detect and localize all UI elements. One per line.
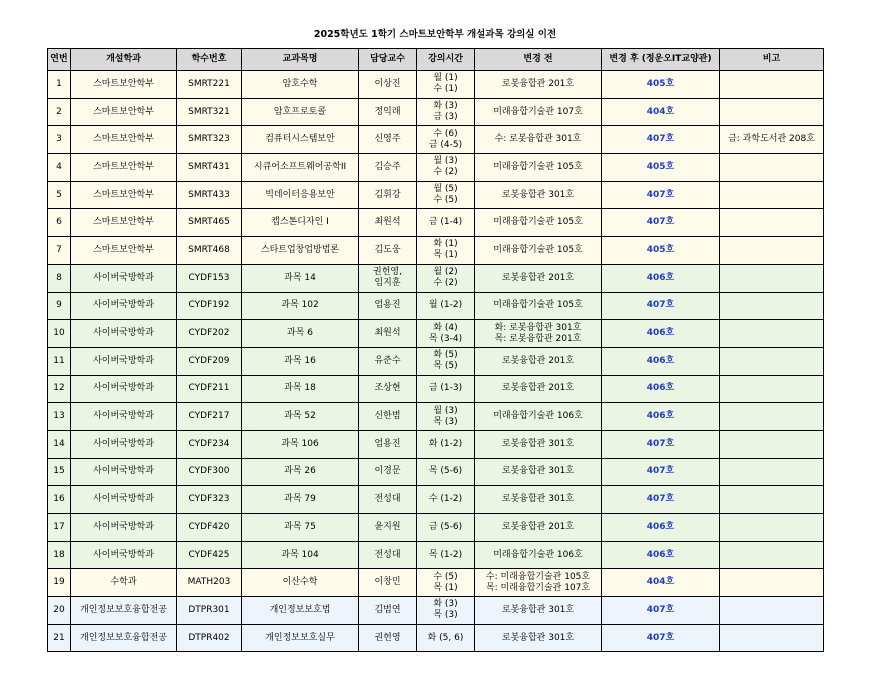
cell-before (475, 514, 602, 542)
cell-dept: 수학과 (71, 569, 177, 597)
cell-note (720, 624, 824, 652)
cell-before (475, 624, 602, 652)
cell-time (417, 154, 475, 182)
cell-course: 스타트업창업방법론 (242, 237, 359, 265)
table-row (48, 320, 824, 348)
cell-professor: 김범연 (359, 597, 417, 625)
cell-professor: 김휘강 (359, 181, 417, 209)
cell-professor: 전성대 (359, 541, 417, 569)
cell-professor: 이경문 (359, 458, 417, 486)
cell-note (720, 347, 824, 375)
cell-after: 404호 (602, 98, 720, 126)
cell-note (720, 181, 824, 209)
cell-time (417, 126, 475, 154)
cell-time (417, 458, 475, 486)
header-time: 강의시간 (417, 49, 475, 71)
cell-professor: 이창민 (359, 569, 417, 597)
cell-time-line: 수 (1-2) (428, 494, 463, 505)
cell-time-line: 월 (3) (433, 156, 458, 167)
cell-course: 과목 102 (242, 292, 359, 320)
cell-no: 17 (48, 514, 71, 542)
cell-time (417, 624, 475, 652)
cell-code: CYDF234 (177, 430, 242, 458)
cell-time-line: 화 (3) (433, 599, 458, 610)
cell-professor-line: 임지훈 (374, 278, 401, 289)
table-row (48, 237, 824, 265)
cell-before-line: 로봇융합관 301호 (501, 466, 575, 477)
cell-course: 캡스톤디자인 I (242, 209, 359, 237)
cell-dept: 사이버국방학과 (71, 292, 177, 320)
header-code: 학수번호 (177, 49, 242, 71)
cell-time-line: 목 (5) (433, 361, 458, 372)
cell-before-line: 미래융합기술관 105호 (493, 244, 583, 255)
cell-code: SMRT431 (177, 154, 242, 182)
cell-before (475, 292, 602, 320)
cell-time-line: 수 (2) (433, 278, 458, 289)
cell-time (417, 541, 475, 569)
cell-before-line: 로봇융합관 301호 (501, 189, 575, 200)
cell-course: 과목 52 (242, 403, 359, 431)
table-row (48, 486, 824, 514)
cell-after: 407호 (602, 624, 720, 652)
cell-code: SMRT321 (177, 98, 242, 126)
cell-before (475, 264, 602, 292)
cell-dept: 스마트보안학부 (71, 181, 177, 209)
cell-code: CYDF300 (177, 458, 242, 486)
cell-dept: 사이버국방학과 (71, 486, 177, 514)
cell-professor: 신영주 (359, 126, 417, 154)
cell-time-line: 금 (4-5) (428, 139, 463, 150)
cell-time (417, 403, 475, 431)
cell-time-line: 월 (3) (433, 405, 458, 416)
cell-after: 407호 (602, 181, 720, 209)
cell-no: 4 (48, 154, 71, 182)
cell-note (720, 375, 824, 403)
cell-after: 405호 (602, 237, 720, 265)
table-row (48, 375, 824, 403)
cell-code: SMRT221 (177, 71, 242, 99)
cell-course: 컴퓨터시스템보안 (242, 126, 359, 154)
cell-before-line: 미래융합기술관 107호 (493, 106, 583, 117)
cell-time (417, 375, 475, 403)
cell-professor: 권헌영 (359, 624, 417, 652)
cell-dept: 스마트보안학부 (71, 154, 177, 182)
cell-code: MATH203 (177, 569, 242, 597)
cell-time (417, 569, 475, 597)
cell-before (475, 320, 602, 348)
cell-note (720, 264, 824, 292)
cell-note (720, 569, 824, 597)
cell-professor: 최원석 (359, 209, 417, 237)
cell-before-line: 로봇융합관 301호 (501, 632, 575, 643)
table-row (48, 569, 824, 597)
cell-note (720, 514, 824, 542)
table-row (48, 430, 824, 458)
cell-course: 개인정보보호실무 (242, 624, 359, 652)
cell-after: 407호 (602, 486, 720, 514)
cell-no: 13 (48, 403, 71, 431)
cell-time-line: 화 (1-2) (428, 438, 463, 449)
header-no: 연번 (48, 49, 71, 71)
cell-note (720, 403, 824, 431)
cell-before-line: 로봇융합관 301호 (501, 494, 575, 505)
header-before: 변경 전 (475, 49, 602, 71)
cell-no: 19 (48, 569, 71, 597)
cell-before (475, 597, 602, 625)
cell-after: 406호 (602, 320, 720, 348)
cell-no: 18 (48, 541, 71, 569)
cell-before (475, 569, 602, 597)
cell-course: 개인정보보호법 (242, 597, 359, 625)
cell-no: 15 (48, 458, 71, 486)
header-after: 변경 후 (정운오IT교양관) (602, 49, 720, 71)
cell-code: SMRT433 (177, 181, 242, 209)
cell-no: 21 (48, 624, 71, 652)
cell-course: 시큐어소프트웨어공학II (242, 154, 359, 182)
cell-before (475, 237, 602, 265)
cell-course: 과목 75 (242, 514, 359, 542)
cell-before-line: 로봇융합관 201호 (501, 355, 575, 366)
cell-time-line: 금 (5-6) (428, 521, 463, 532)
cell-code: DTPR301 (177, 597, 242, 625)
table-row (48, 514, 824, 542)
cell-note (720, 541, 824, 569)
cell-course: 과목 6 (242, 320, 359, 348)
cell-dept: 사이버국방학과 (71, 458, 177, 486)
cell-before-line: 로봇융합관 201호 (501, 521, 575, 532)
cell-time-line: 목 (1) (433, 582, 458, 593)
cell-before-line: 수: 미래융합기술관 105호 (485, 571, 591, 582)
cell-time-line: 월 (5) (433, 184, 458, 195)
cell-dept: 스마트보안학부 (71, 126, 177, 154)
cell-no: 16 (48, 486, 71, 514)
cell-after: 407호 (602, 430, 720, 458)
cell-before-line: 목: 로봇융합관 201호 (494, 333, 582, 344)
cell-time (417, 264, 475, 292)
cell-before-line: 미래융합기술관 106호 (493, 411, 583, 422)
cell-no: 3 (48, 126, 71, 154)
cell-dept: 사이버국방학과 (71, 320, 177, 348)
cell-before-line: 로봇융합관 201호 (501, 78, 575, 89)
table-header-row (48, 49, 824, 71)
cell-professor: 전성대 (359, 486, 417, 514)
cell-dept: 스마트보안학부 (71, 71, 177, 99)
cell-time-line: 금 (3) (433, 112, 458, 123)
cell-dept: 사이버국방학과 (71, 347, 177, 375)
cell-note (720, 430, 824, 458)
cell-before-line: 로봇융합관 301호 (501, 438, 575, 449)
cell-code: SMRT465 (177, 209, 242, 237)
table-row (48, 71, 824, 99)
cell-time-line: 목 (3) (433, 610, 458, 621)
cell-note (720, 292, 824, 320)
cell-professor: 유준수 (359, 347, 417, 375)
cell-code: CYDF420 (177, 514, 242, 542)
cell-before (475, 126, 602, 154)
cell-before (475, 486, 602, 514)
cell-dept: 사이버국방학과 (71, 375, 177, 403)
cell-time-line: 금 (1-3) (428, 383, 463, 394)
cell-before (475, 347, 602, 375)
cell-no: 7 (48, 237, 71, 265)
cell-after: 407호 (602, 292, 720, 320)
cell-time (417, 292, 475, 320)
cell-code: CYDF217 (177, 403, 242, 431)
table-row (48, 126, 824, 154)
cell-time-line: 수 (2) (433, 167, 458, 178)
cell-time (417, 514, 475, 542)
cell-dept: 스마트보안학부 (71, 237, 177, 265)
cell-professor (359, 264, 417, 292)
cell-time-line: 수 (5) (433, 571, 458, 582)
cell-course: 과목 104 (242, 541, 359, 569)
cell-after: 404호 (602, 569, 720, 597)
cell-dept: 사이버국방학과 (71, 403, 177, 431)
cell-time-line: 목 (1) (433, 250, 458, 261)
table-row (48, 209, 824, 237)
cell-time (417, 237, 475, 265)
cell-after: 407호 (602, 597, 720, 625)
cell-time (417, 347, 475, 375)
cell-before (475, 181, 602, 209)
cell-note (720, 320, 824, 348)
table-row (48, 458, 824, 486)
cell-course: 암호수학 (242, 71, 359, 99)
cell-dept: 개인정보보호융합전공 (71, 624, 177, 652)
cell-before (475, 154, 602, 182)
cell-time-line: 월 (1-2) (428, 300, 463, 311)
cell-after: 407호 (602, 126, 720, 154)
cell-dept: 스마트보안학부 (71, 98, 177, 126)
cell-professor: 신한범 (359, 403, 417, 431)
cell-before (475, 403, 602, 431)
table-row (48, 403, 824, 431)
cell-time-line: 월 (1) (433, 73, 458, 84)
cell-time (417, 181, 475, 209)
cell-professor: 김도웅 (359, 237, 417, 265)
cell-time-line: 월 (2) (433, 267, 458, 278)
cell-before-line: 목: 미래융합기술관 107호 (485, 582, 591, 593)
cell-time-line: 목 (3-4) (428, 333, 463, 344)
cell-time-line: 수 (1) (433, 84, 458, 95)
cell-no: 14 (48, 430, 71, 458)
cell-before (475, 430, 602, 458)
cell-dept: 사이버국방학과 (71, 430, 177, 458)
cell-code: CYDF192 (177, 292, 242, 320)
cell-time (417, 209, 475, 237)
cell-time-line: 화 (1) (433, 239, 458, 250)
cell-before-line: 미래융합기술관 106호 (493, 549, 583, 560)
cell-code: CYDF211 (177, 375, 242, 403)
cell-after: 406호 (602, 541, 720, 569)
cell-time-line: 목 (1-2) (428, 549, 463, 560)
cell-course: 빅데이터응용보안 (242, 181, 359, 209)
cell-after: 406호 (602, 347, 720, 375)
cell-time (417, 486, 475, 514)
cell-time (417, 430, 475, 458)
cell-time-line: 목 (3) (433, 416, 458, 427)
cell-course: 과목 14 (242, 264, 359, 292)
cell-before-line: 미래융합기술관 105호 (493, 217, 583, 228)
table-row (48, 292, 824, 320)
cell-time (417, 320, 475, 348)
cell-time-line: 화 (4) (433, 322, 458, 333)
cell-after: 406호 (602, 375, 720, 403)
cell-before (475, 458, 602, 486)
cell-after: 405호 (602, 71, 720, 99)
cell-after: 406호 (602, 403, 720, 431)
cell-professor: 정익래 (359, 98, 417, 126)
cell-code: CYDF323 (177, 486, 242, 514)
cell-course: 과목 18 (242, 375, 359, 403)
cell-professor: 엄용진 (359, 292, 417, 320)
cell-after: 407호 (602, 209, 720, 237)
cell-before-line: 로봇융합관 301호 (501, 604, 575, 615)
cell-no: 9 (48, 292, 71, 320)
cell-note (720, 597, 824, 625)
cell-before (475, 209, 602, 237)
cell-before-line: 수: 로봇융합관 301호 (494, 134, 582, 145)
table-row (48, 154, 824, 182)
header-note: 비고 (720, 49, 824, 71)
cell-time-line: 화 (5, 6) (427, 632, 464, 643)
cell-time-line: 목 (5-6) (428, 466, 463, 477)
cell-note (720, 98, 824, 126)
cell-course: 과목 26 (242, 458, 359, 486)
cell-note (720, 209, 824, 237)
cell-dept: 사이버국방학과 (71, 541, 177, 569)
cell-code: DTPR402 (177, 624, 242, 652)
cell-code: SMRT468 (177, 237, 242, 265)
cell-before-line: 화: 로봇융합관 301호 (494, 322, 582, 333)
cell-code: CYDF202 (177, 320, 242, 348)
cell-no: 6 (48, 209, 71, 237)
cell-code: CYDF209 (177, 347, 242, 375)
cell-no: 11 (48, 347, 71, 375)
cell-dept: 사이버국방학과 (71, 264, 177, 292)
cell-course: 과목 16 (242, 347, 359, 375)
cell-no: 12 (48, 375, 71, 403)
cell-after: 405호 (602, 154, 720, 182)
cell-code: CYDF425 (177, 541, 242, 569)
table-row (48, 624, 824, 652)
cell-note: 금: 과학도서관 208호 (720, 126, 824, 154)
cell-course: 과목 106 (242, 430, 359, 458)
cell-no: 2 (48, 98, 71, 126)
cell-professor: 윤지원 (359, 514, 417, 542)
cell-note (720, 486, 824, 514)
cell-no: 5 (48, 181, 71, 209)
cell-before-line: 로봇융합관 201호 (501, 272, 575, 283)
table-body (48, 71, 824, 652)
cell-professor-line: 권헌영, (373, 267, 402, 278)
cell-before (475, 375, 602, 403)
cell-no: 8 (48, 264, 71, 292)
table-row (48, 181, 824, 209)
cell-before (475, 71, 602, 99)
table-row (48, 98, 824, 126)
table-row (48, 541, 824, 569)
cell-professor: 김승주 (359, 154, 417, 182)
cell-dept: 사이버국방학과 (71, 514, 177, 542)
cell-note (720, 458, 824, 486)
cell-dept: 개인정보보호융합전공 (71, 597, 177, 625)
cell-no: 20 (48, 597, 71, 625)
header-professor: 담당교수 (359, 49, 417, 71)
cell-after: 406호 (602, 514, 720, 542)
cell-dept: 스마트보안학부 (71, 209, 177, 237)
header-course: 교과목명 (242, 49, 359, 71)
cell-course: 암호프로토콜 (242, 98, 359, 126)
cell-professor: 이상진 (359, 71, 417, 99)
cell-before-line: 미래융합기술관 105호 (493, 161, 583, 172)
cell-after: 406호 (602, 264, 720, 292)
cell-before (475, 98, 602, 126)
cell-note (720, 71, 824, 99)
table-row (48, 597, 824, 625)
room-change-table (47, 48, 824, 652)
cell-no: 1 (48, 71, 71, 99)
cell-time-line: 수 (5) (433, 195, 458, 206)
cell-course: 과목 79 (242, 486, 359, 514)
cell-code: CYDF153 (177, 264, 242, 292)
cell-time-line: 화 (3) (433, 101, 458, 112)
cell-after: 407호 (602, 458, 720, 486)
cell-time (417, 597, 475, 625)
document-title: 2025학년도 1학기 스마트보안학부 개설과목 강의실 이전 (313, 29, 557, 40)
cell-before-line: 미래융합기술관 105호 (493, 300, 583, 311)
table-row (48, 264, 824, 292)
cell-note (720, 237, 824, 265)
cell-no: 10 (48, 320, 71, 348)
cell-time-line: 수 (6) (433, 128, 458, 139)
cell-before-line: 로봇융합관 201호 (501, 383, 575, 394)
cell-time-line: 금 (1-4) (428, 217, 463, 228)
table-row (48, 347, 824, 375)
cell-note (720, 154, 824, 182)
cell-code: SMRT323 (177, 126, 242, 154)
cell-time-line: 화 (5) (433, 350, 458, 361)
cell-time (417, 71, 475, 99)
cell-time (417, 98, 475, 126)
cell-professor: 최원석 (359, 320, 417, 348)
header-dept: 개설학과 (71, 49, 177, 71)
cell-course: 이산수학 (242, 569, 359, 597)
cell-professor: 조상현 (359, 375, 417, 403)
cell-before (475, 541, 602, 569)
cell-professor: 엄용진 (359, 430, 417, 458)
